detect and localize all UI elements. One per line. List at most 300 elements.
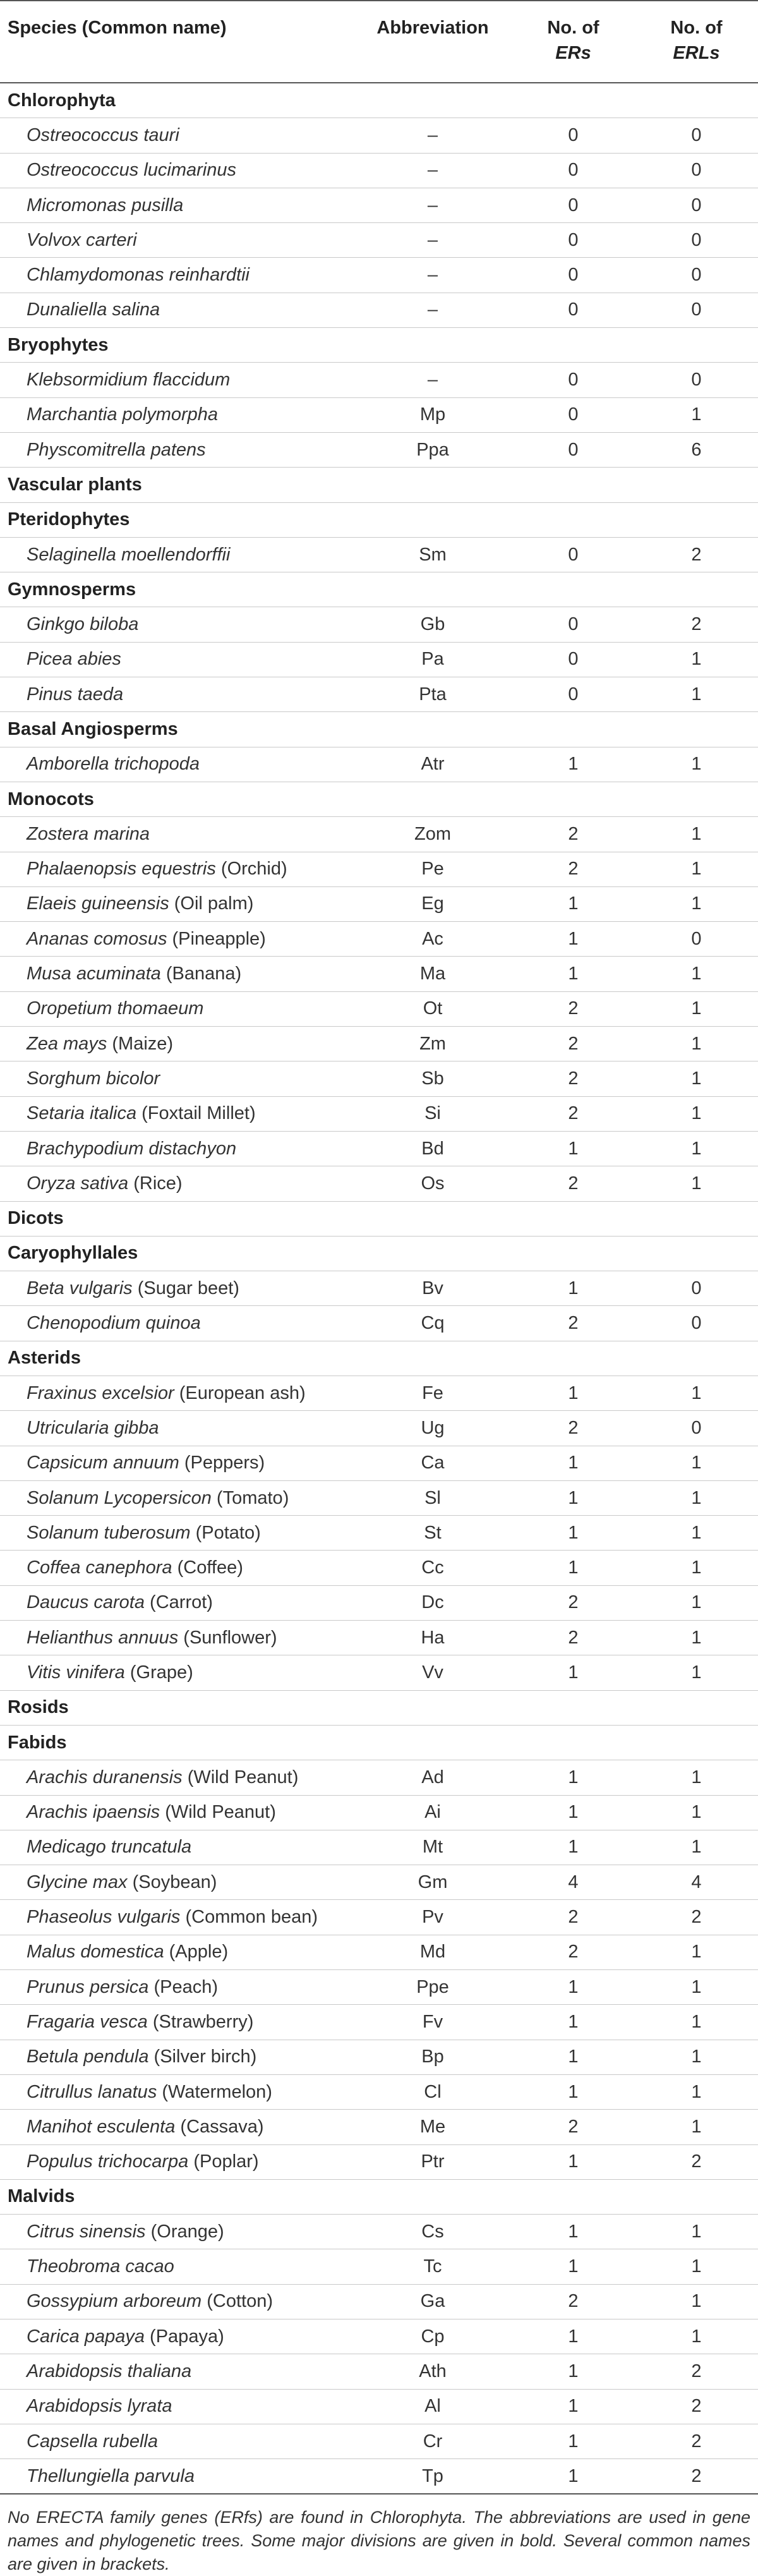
species-cell: [0, 1795, 354, 1830]
scientific-name: Citrus sinensis: [27, 2221, 146, 2242]
abbreviation-cell: Ug: [354, 1411, 512, 1446]
abbreviation-cell: Ac: [354, 922, 512, 957]
empty-cell: [354, 468, 512, 502]
common-name: (Carrot): [145, 1592, 213, 1613]
scientific-name: Citrullus lanatus: [27, 2081, 157, 2102]
scientific-name: Chenopodium quinoa: [27, 1313, 201, 1334]
species-cell: [0, 1306, 354, 1341]
common-name: (Soybean): [127, 1872, 217, 1892]
section-row: [0, 1690, 758, 1725]
abbreviation-cell: Cp: [354, 2319, 512, 2354]
section-label: Monocots: [0, 782, 354, 816]
species-cell: [0, 991, 354, 1026]
erls-count-cell: 1: [635, 1516, 758, 1551]
abbreviation-cell: Dc: [354, 1585, 512, 1620]
species-cell: [0, 1376, 354, 1410]
erls-count-cell: 2: [635, 537, 758, 572]
species-cell: [0, 2110, 354, 2144]
abbreviation-cell: Sm: [354, 537, 512, 572]
ers-count-cell: 2: [512, 817, 635, 852]
table-row: [0, 2249, 758, 2284]
abbreviation-cell: –: [354, 223, 512, 258]
scientific-name: Brachypodium distachyon: [27, 1138, 237, 1159]
species-cell: [0, 1516, 354, 1551]
ers-count-cell: 1: [512, 2249, 635, 2284]
empty-cell: [354, 1725, 512, 1760]
scientific-name: Coffea canephora: [27, 1557, 172, 1578]
section-row: [0, 328, 758, 363]
species-cell: [0, 957, 354, 991]
abbreviation-cell: Tp: [354, 2459, 512, 2494]
abbreviation-cell: Me: [354, 2110, 512, 2144]
erls-count-cell: 1: [635, 1061, 758, 1096]
empty-cell: [635, 83, 758, 118]
scientific-name: Gossypium arboreum: [27, 2291, 202, 2312]
empty-cell: [512, 712, 635, 747]
abbreviation-cell: Ha: [354, 1621, 512, 1655]
common-name: (Cotton): [202, 2291, 274, 2312]
table-row: [0, 1271, 758, 1306]
ers-count-cell: 0: [512, 258, 635, 293]
erls-count-cell: 1: [635, 1621, 758, 1655]
erls-count-cell: 0: [635, 118, 758, 153]
scientific-name: Helianthus annuus: [27, 1627, 179, 1648]
species-cell: [0, 922, 354, 957]
table-row: [0, 258, 758, 293]
scientific-name: Medicago truncatula: [27, 1837, 192, 1858]
empty-cell: [512, 1201, 635, 1236]
abbreviation-cell: Zom: [354, 817, 512, 852]
abbreviation-cell: Ath: [354, 2354, 512, 2389]
common-name: (Peach): [148, 1976, 219, 1997]
table-row: [0, 1306, 758, 1341]
abbreviation-cell: Md: [354, 1935, 512, 1969]
erls-count-cell: 0: [635, 223, 758, 258]
common-name: (Wild Peanut): [182, 1767, 299, 1787]
table-row: [0, 817, 758, 852]
section-label: Basal Angiosperms: [0, 712, 354, 747]
erls-count-cell: 1: [635, 957, 758, 991]
species-cell: [0, 817, 354, 852]
erls-count-cell: 0: [635, 1411, 758, 1446]
scientific-name: Beta vulgaris: [27, 1278, 133, 1298]
table-row: [0, 2144, 758, 2179]
section-label: Rosids: [0, 1690, 354, 1725]
ers-count-cell: 0: [512, 188, 635, 222]
ers-count-cell: 1: [512, 1655, 635, 1690]
header-ers: No. of ERs: [512, 1, 635, 83]
species-cell: [0, 2144, 354, 2179]
abbreviation-cell: –: [354, 258, 512, 293]
scientific-name: Pinus taeda: [27, 684, 124, 704]
common-name: (Foxtail Millet): [136, 1103, 256, 1124]
species-cell: [0, 2215, 354, 2249]
table-row: [0, 1376, 758, 1410]
section-row: [0, 2179, 758, 2214]
species-cell: [0, 397, 354, 432]
table-row: [0, 642, 758, 677]
common-name: (Coffee): [172, 1557, 243, 1578]
erls-count-cell: 1: [635, 1027, 758, 1061]
species-cell: [0, 188, 354, 222]
ers-count-cell: 1: [512, 1376, 635, 1410]
common-name: (Watermelon): [157, 2081, 272, 2102]
ers-count-cell: 1: [512, 1516, 635, 1551]
table-row: [0, 2074, 758, 2109]
ers-count-cell: 2: [512, 1935, 635, 1969]
species-cell: [0, 747, 354, 782]
ers-count-cell: 2: [512, 1621, 635, 1655]
scientific-name: Arabidopsis thaliana: [27, 2361, 192, 2381]
common-name: (Oil palm): [169, 893, 254, 914]
table-row: [0, 1166, 758, 1201]
erls-count-cell: 1: [635, 2005, 758, 2040]
ers-count-cell: 2: [512, 2110, 635, 2144]
species-cell: [0, 642, 354, 677]
ers-count-cell: 0: [512, 432, 635, 467]
section-label: Chlorophyta: [0, 83, 354, 118]
common-name: (Silver birch): [148, 2047, 257, 2067]
common-name: (Cassava): [175, 2116, 264, 2137]
abbreviation-cell: Si: [354, 1096, 512, 1131]
species-cell: [0, 432, 354, 467]
table-row: [0, 991, 758, 1026]
ers-count-cell: 1: [512, 1760, 635, 1795]
table-row: [0, 1830, 758, 1865]
erls-count-cell: 1: [635, 1551, 758, 1585]
abbreviation-cell: Ppe: [354, 1970, 512, 2005]
scientific-name: Oropetium thomaeum: [27, 998, 204, 1019]
table-footnote: No ERECTA family genes (ERfs) are found in Chlorophyta. The abbreviations are used in gene names and phylogenetic trees. Some major divisions are given in bold. Several common names are given in brackets.: [8, 2508, 750, 2574]
erls-count-cell: 0: [635, 153, 758, 188]
abbreviation-cell: Os: [354, 1166, 512, 1201]
ers-count-cell: 1: [512, 1795, 635, 1830]
table-row: [0, 2354, 758, 2389]
scientific-name: Arachis duranensis: [27, 1767, 183, 1787]
scientific-name: Betula pendula: [27, 2047, 149, 2067]
scientific-name: Dunaliella salina: [27, 299, 160, 320]
erls-count-cell: 1: [635, 991, 758, 1026]
ers-count-cell: 2: [512, 852, 635, 886]
table-row: [0, 1480, 758, 1515]
table-row: [0, 1760, 758, 1795]
scientific-name: Klebsormidium flaccidum: [27, 370, 231, 390]
abbreviation-cell: Ai: [354, 1795, 512, 1830]
table-row: [0, 2005, 758, 2040]
ers-count-cell: 1: [512, 2389, 635, 2424]
abbreviation-cell: Tc: [354, 2249, 512, 2284]
scientific-name: Solanum Lycopersicon: [27, 1487, 212, 1508]
table-row: [0, 1446, 758, 1480]
ers-count-cell: 2: [512, 1061, 635, 1096]
species-cell: [0, 1900, 354, 1935]
abbreviation-cell: Ga: [354, 2284, 512, 2319]
table-row: [0, 1551, 758, 1585]
ers-count-cell: 0: [512, 677, 635, 712]
section-label: Dicots: [0, 1201, 354, 1236]
erls-count-cell: 1: [635, 642, 758, 677]
empty-cell: [512, 782, 635, 816]
table-row: [0, 2215, 758, 2249]
common-name: (Poplar): [188, 2151, 259, 2172]
ers-count-cell: 1: [512, 2424, 635, 2458]
species-cell: [0, 1131, 354, 1166]
abbreviation-cell: Fe: [354, 1376, 512, 1410]
empty-cell: [512, 1690, 635, 1725]
species-cell: [0, 1446, 354, 1480]
table-body: [0, 83, 758, 2494]
scientific-name: Manihot esculenta: [27, 2116, 176, 2137]
empty-cell: [354, 572, 512, 607]
ers-count-cell: 2: [512, 2284, 635, 2319]
ers-count-cell: 1: [512, 2319, 635, 2354]
erls-count-cell: 1: [635, 1830, 758, 1865]
species-cell: [0, 2074, 354, 2109]
table-row: [0, 1411, 758, 1446]
section-row: [0, 83, 758, 118]
erls-count-cell: 1: [635, 1096, 758, 1131]
erls-count-cell: 1: [635, 886, 758, 921]
empty-cell: [512, 572, 635, 607]
empty-cell: [512, 2179, 635, 2214]
species-cell: [0, 1271, 354, 1306]
species-cell: [0, 223, 354, 258]
abbreviation-cell: Vv: [354, 1655, 512, 1690]
erls-count-cell: 1: [635, 1131, 758, 1166]
table-row: [0, 1795, 758, 1830]
erls-count-cell: 6: [635, 432, 758, 467]
ers-count-cell: 0: [512, 537, 635, 572]
table-row: [0, 293, 758, 327]
common-name: (Wild Peanut): [160, 1802, 276, 1823]
table-row: [0, 397, 758, 432]
erls-count-cell: 2: [635, 2424, 758, 2458]
header-abbreviation: Abbreviation: [354, 1, 512, 83]
empty-cell: [635, 1201, 758, 1236]
erls-count-cell: 2: [635, 2354, 758, 2389]
common-name: (Strawberry): [147, 2011, 254, 2032]
section-row: [0, 782, 758, 816]
scientific-name: Fragaria vesca: [27, 2011, 148, 2032]
section-row: [0, 712, 758, 747]
erls-count-cell: 1: [635, 2074, 758, 2109]
empty-cell: [354, 2179, 512, 2214]
abbreviation-cell: Eg: [354, 886, 512, 921]
empty-cell: [354, 712, 512, 747]
table-row: [0, 886, 758, 921]
ers-count-cell: 0: [512, 363, 635, 397]
table-row: [0, 537, 758, 572]
erls-count-cell: 1: [635, 1655, 758, 1690]
abbreviation-cell: St: [354, 1516, 512, 1551]
ers-count-cell: 1: [512, 1446, 635, 1480]
section-label: Vascular plants: [0, 468, 354, 502]
scientific-name: Ginkgo biloba: [27, 614, 139, 635]
erls-count-cell: 2: [635, 607, 758, 642]
abbreviation-cell: Mp: [354, 397, 512, 432]
scientific-name: Solanum tuberosum: [27, 1522, 191, 1543]
table-row: [0, 1131, 758, 1166]
scientific-name: Capsella rubella: [27, 2431, 158, 2452]
table-header: [0, 1, 758, 83]
species-cell: [0, 293, 354, 327]
common-name: (Peppers): [179, 1453, 265, 1473]
table-row: [0, 223, 758, 258]
ers-count-cell: 1: [512, 2040, 635, 2074]
species-cell: [0, 118, 354, 153]
abbreviation-cell: –: [354, 188, 512, 222]
section-label: Gymnosperms: [0, 572, 354, 607]
ers-count-cell: 1: [512, 1480, 635, 1515]
empty-cell: [635, 1341, 758, 1376]
empty-cell: [512, 502, 635, 537]
abbreviation-cell: Ma: [354, 957, 512, 991]
empty-cell: [635, 572, 758, 607]
scientific-name: Theobroma cacao: [27, 2256, 174, 2277]
ers-count-cell: 0: [512, 153, 635, 188]
empty-cell: [635, 328, 758, 363]
ers-count-cell: 2: [512, 1306, 635, 1341]
species-cell: [0, 1970, 354, 2005]
section-label: Fabids: [0, 1725, 354, 1760]
species-cell: [0, 886, 354, 921]
scientific-name: Marchantia polymorpha: [27, 404, 219, 425]
erls-count-cell: 1: [635, 2215, 758, 2249]
ers-count-cell: 1: [512, 2459, 635, 2494]
species-cell: [0, 258, 354, 293]
scientific-name: Volvox carteri: [27, 229, 137, 250]
ers-count-cell: 1: [512, 2144, 635, 2179]
abbreviation-cell: Bp: [354, 2040, 512, 2074]
erls-count-cell: 2: [635, 2389, 758, 2424]
erls-count-cell: 0: [635, 188, 758, 222]
section-label: Pteridophytes: [0, 502, 354, 537]
empty-cell: [512, 1725, 635, 1760]
scientific-name: Ostreococcus tauri: [27, 124, 179, 145]
common-name: (Maize): [107, 1033, 174, 1054]
header-species: Species (Common name): [0, 1, 354, 83]
scientific-name: Musa acuminata: [27, 964, 161, 984]
table-row: [0, 2110, 758, 2144]
abbreviation-cell: Ca: [354, 1446, 512, 1480]
species-cell: [0, 2459, 354, 2494]
table-row: [0, 432, 758, 467]
scientific-name: Prunus persica: [27, 1976, 149, 1997]
species-cell: [0, 2005, 354, 2040]
species-cell: [0, 1061, 354, 1096]
ers-count-cell: 4: [512, 1865, 635, 1900]
scientific-name: Thellungiella parvula: [27, 2465, 195, 2486]
species-cell: [0, 1935, 354, 1969]
scientific-name: Setaria italica: [27, 1103, 137, 1124]
species-cell: [0, 1096, 354, 1131]
common-name: (Orange): [145, 2221, 224, 2242]
species-cell: [0, 363, 354, 397]
erls-count-cell: 0: [635, 1271, 758, 1306]
species-cell: [0, 2040, 354, 2074]
table-row: [0, 188, 758, 222]
scientific-name: Capsicum annuum: [27, 1453, 179, 1473]
species-cell: [0, 1027, 354, 1061]
scientific-name: Phaseolus vulgaris: [27, 1907, 181, 1928]
ers-count-cell: 2: [512, 1166, 635, 1201]
scientific-name: Malus domestica: [27, 1942, 164, 1962]
table-row: [0, 1061, 758, 1096]
ers-count-cell: 0: [512, 118, 635, 153]
species-cell: [0, 2284, 354, 2319]
empty-cell: [635, 468, 758, 502]
scientific-name: Micromonas pusilla: [27, 195, 184, 215]
species-cell: [0, 153, 354, 188]
abbreviation-cell: –: [354, 293, 512, 327]
scientific-name: Zea mays: [27, 1033, 107, 1054]
section-row: [0, 1236, 758, 1271]
scientific-name: Sorghum bicolor: [27, 1068, 160, 1089]
empty-cell: [354, 502, 512, 537]
table-row: [0, 2389, 758, 2424]
abbreviation-cell: –: [354, 118, 512, 153]
species-cell: [0, 1830, 354, 1865]
empty-cell: [635, 1690, 758, 1725]
empty-cell: [512, 468, 635, 502]
erls-count-cell: 2: [635, 1900, 758, 1935]
ers-count-cell: 0: [512, 397, 635, 432]
table-row: [0, 153, 758, 188]
scientific-name: Vitis vinifera: [27, 1662, 125, 1683]
erls-count-cell: 0: [635, 922, 758, 957]
abbreviation-cell: Pta: [354, 677, 512, 712]
scientific-name: Physcomitrella patens: [27, 439, 206, 460]
erls-count-cell: 1: [635, 1166, 758, 1201]
scientific-name: Carica papaya: [27, 2326, 145, 2347]
erls-count-cell: 1: [635, 677, 758, 712]
table-row: [0, 2459, 758, 2494]
abbreviation-cell: Zm: [354, 1027, 512, 1061]
abbreviation-cell: Pa: [354, 642, 512, 677]
table-row: [0, 677, 758, 712]
ers-count-cell: 1: [512, 2215, 635, 2249]
empty-cell: [354, 1341, 512, 1376]
scientific-name: Amborella trichopoda: [27, 754, 200, 775]
table-row: [0, 852, 758, 886]
scientific-name: Zostera marina: [27, 823, 150, 844]
scientific-name: Arachis ipaensis: [27, 1802, 160, 1823]
scientific-name: Populus trichocarpa: [27, 2151, 189, 2172]
abbreviation-cell: Sl: [354, 1480, 512, 1515]
section-label: Caryophyllales: [0, 1236, 354, 1271]
empty-cell: [354, 1201, 512, 1236]
empty-cell: [635, 502, 758, 537]
species-cell: [0, 1621, 354, 1655]
common-name: (Rice): [128, 1173, 183, 1194]
abbreviation-cell: Bv: [354, 1271, 512, 1306]
erls-count-cell: 1: [635, 1446, 758, 1480]
species-cell: [0, 537, 354, 572]
empty-cell: [512, 1341, 635, 1376]
erls-count-cell: 1: [635, 1585, 758, 1620]
section-label: Bryophytes: [0, 328, 354, 363]
species-cell: [0, 1551, 354, 1585]
empty-cell: [512, 83, 635, 118]
scientific-name: Chlamydomonas reinhardtii: [27, 265, 250, 286]
empty-cell: [512, 1236, 635, 1271]
erls-count-cell: 1: [635, 817, 758, 852]
scientific-name: Ananas comosus: [27, 928, 167, 949]
ers-count-cell: 2: [512, 1585, 635, 1620]
abbreviation-cell: Mt: [354, 1830, 512, 1865]
ers-count-cell: 1: [512, 1271, 635, 1306]
scientific-name: Phalaenopsis equestris: [27, 859, 216, 880]
